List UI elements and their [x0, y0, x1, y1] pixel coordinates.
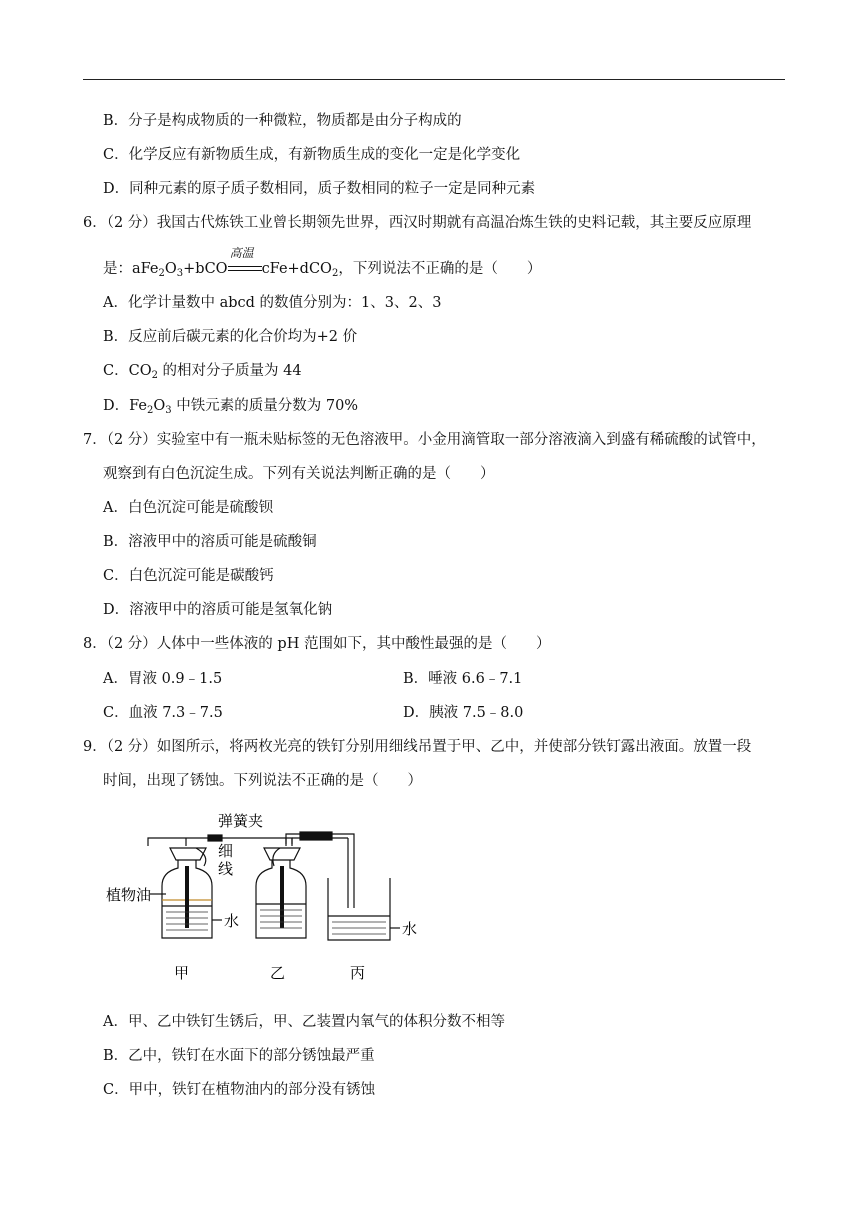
q7-option-a: A．白色沉淀可能是硫酸钡	[103, 500, 273, 516]
header-rule	[83, 79, 785, 80]
label-yi: 乙	[270, 964, 286, 982]
label-thread-2: 线	[218, 860, 234, 878]
reaction-condition: 高温	[228, 259, 262, 279]
q6-option-d: D．$Fe_2O_3$ 中铁元素的质量分数为 70%	[103, 398, 359, 416]
q8-option-c: C．血液 7.3﹣7.5	[103, 705, 223, 721]
q7-option-c: C．白色沉淀可能是碳酸钙	[103, 568, 274, 584]
q8-option-b: B．唾液 6.6﹣7.1	[403, 671, 523, 687]
q6-option-c: C．$CO_2$ 的相对分子质量为 44	[103, 363, 302, 381]
q8-option-a: A．胃液 0.9﹣1.5	[103, 671, 223, 687]
label-thread-1: 细	[218, 842, 234, 860]
q6-option-a: A．化学计量数中 abcd 的数值分别为：1、3、2、3	[103, 295, 442, 311]
q7-option-b: B．溶液甲中的溶质可能是硫酸铜	[103, 534, 317, 550]
option-b: B．分子是构成物质的一种微粒，物质都是由分子构成的	[103, 113, 462, 129]
q7-stem-2: 观察到有白色沉淀生成。下列有关说法判断正确的是（ ）	[103, 466, 495, 482]
option-c: C．化学反应有新物质生成，有新物质生成的变化一定是化学变化	[103, 147, 521, 163]
label-clip: 弹簧夹	[218, 812, 264, 830]
label-bing: 丙	[350, 964, 366, 982]
q6-stem: 6．（2 分）我国古代炼铁工业曾长期领先世界，西汉时期就有高温冶炼生铁的史料记载，其主要反应原理	[83, 215, 752, 231]
q7-stem-1: 7．（2 分）实验室中有一瓶未贴标签的无色溶液甲。小金用滴管取一部分溶液滴入到盛有稀硫酸的试管中，	[83, 432, 766, 448]
q6-equation-line: 是：$aFe_2O_3+bCO$ 高温 cFe+dCO$_2$，下列说法不正确的是（ ）	[103, 246, 542, 279]
experiment-figure	[100, 808, 430, 988]
q9-option-c: C．甲中，铁钉在植物油内的部分没有锈蚀	[103, 1082, 376, 1098]
label-water-2: 水	[402, 920, 418, 938]
label-oil: 植物油	[106, 886, 152, 904]
option-d: D．同种元素的原子质子数相同，质子数相同的粒子一定是同种元素	[103, 181, 536, 197]
label-water-1: 水	[224, 912, 240, 930]
q9-option-a: A．甲、乙中铁钉生锈后，甲、乙装置内氧气的体积分数不相等	[103, 1014, 505, 1030]
q8-stem: 8．（2 分）人体中一些体液的 pH 范围如下，其中酸性最强的是（ ）	[83, 636, 551, 652]
q9-stem-1: 9．（2 分）如图所示，将两枚光亮的铁钉分别用细线吊置于甲、乙中，并使部分铁钉露出液面。放置一段	[83, 739, 752, 755]
q6-option-b: B．反应前后碳元素的化合价均为+2 价	[103, 329, 358, 345]
q9-option-b: B．乙中，铁钉在水面下的部分锈蚀最严重	[103, 1048, 375, 1064]
label-jia: 甲	[174, 964, 190, 982]
apparatus-diagram	[100, 808, 430, 988]
q9-stem-2: 时间，出现了锈蚀。下列说法不正确的是（ ）	[103, 773, 422, 789]
q7-option-d: D．溶液甲中的溶质可能是氢氧化钠	[103, 602, 333, 618]
q8-option-d: D．胰液 7.5﹣8.0	[403, 705, 524, 721]
